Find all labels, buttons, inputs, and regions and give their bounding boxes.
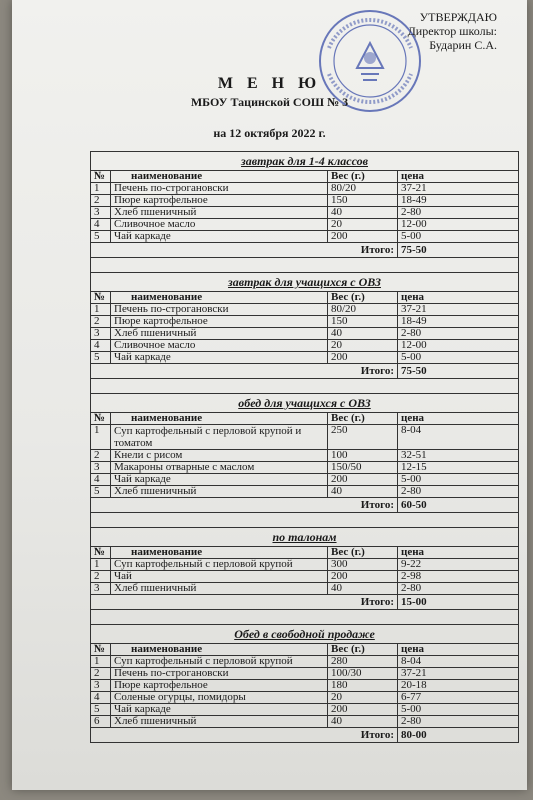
row-number: 4 <box>91 340 111 352</box>
table-header-row <box>91 413 519 425</box>
table-row <box>91 207 519 219</box>
total-label: Итого: <box>91 243 398 258</box>
dish-name: Сливочное масло <box>111 219 328 231</box>
dish-name: Суп картофельный с перловой крупой <box>111 559 328 571</box>
dish-weight: 40 <box>328 716 398 728</box>
table-row <box>91 668 519 680</box>
column-header: № <box>91 413 111 425</box>
section-title: завтрак для учащихся с ОВЗ <box>91 273 519 292</box>
row-number: 3 <box>91 328 111 340</box>
table-row <box>91 571 519 583</box>
section-title: Обед в свободной продаже <box>91 625 519 644</box>
table-row <box>91 340 519 352</box>
dish-price: 2-98 <box>398 571 519 583</box>
dish-name: Чай каркаде <box>111 704 328 716</box>
table-row <box>91 716 519 728</box>
row-number: 5 <box>91 704 111 716</box>
dish-weight: 100/30 <box>328 668 398 680</box>
section-title-row <box>91 152 519 171</box>
dish-weight: 150 <box>328 195 398 207</box>
dish-name: Хлеб пшеничный <box>111 486 328 498</box>
dish-name: Макароны отварные с маслом <box>111 462 328 474</box>
row-number: 1 <box>91 183 111 195</box>
approval-block <box>408 10 497 52</box>
dish-weight: 20 <box>328 692 398 704</box>
row-number: 5 <box>91 231 111 243</box>
row-number: 1 <box>91 559 111 571</box>
menu-table <box>90 151 519 743</box>
total-row <box>91 498 519 513</box>
row-number: 4 <box>91 692 111 704</box>
table-header-row <box>91 547 519 559</box>
dish-weight: 200 <box>328 474 398 486</box>
table-row <box>91 183 519 195</box>
dish-name: Пюре картофельное <box>111 195 328 207</box>
dish-name: Пюре картофельное <box>111 680 328 692</box>
dish-weight: 150/50 <box>328 462 398 474</box>
dish-name: Суп картофельный с перловой крупой и томатом <box>111 425 328 450</box>
row-number: 2 <box>91 668 111 680</box>
table-row <box>91 692 519 704</box>
total-value: 75-50 <box>398 364 519 379</box>
dish-price: 5-00 <box>398 352 519 364</box>
row-number: 2 <box>91 316 111 328</box>
dish-weight: 20 <box>328 340 398 352</box>
table-row <box>91 304 519 316</box>
column-header: № <box>91 644 111 656</box>
row-number: 1 <box>91 425 111 450</box>
dish-price: 5-00 <box>398 231 519 243</box>
dish-price: 5-00 <box>398 474 519 486</box>
column-header: цена <box>398 547 519 559</box>
column-header: цена <box>398 292 519 304</box>
total-value: 75-50 <box>398 243 519 258</box>
row-number: 5 <box>91 486 111 498</box>
total-label: Итого: <box>91 364 398 379</box>
total-value: 80-00 <box>398 728 519 743</box>
column-header: № <box>91 547 111 559</box>
total-row <box>91 243 519 258</box>
dish-price: 12-00 <box>398 340 519 352</box>
section-spacer <box>91 610 519 625</box>
total-value: 60-50 <box>398 498 519 513</box>
dish-name: Пюре картофельное <box>111 316 328 328</box>
total-label: Итого: <box>91 595 398 610</box>
row-number: 2 <box>91 450 111 462</box>
section-title-row <box>91 528 519 547</box>
dish-name: Сливочное масло <box>111 340 328 352</box>
dish-price: 2-80 <box>398 207 519 219</box>
dish-price: 2-80 <box>398 328 519 340</box>
total-row <box>91 364 519 379</box>
dish-price: 37-21 <box>398 668 519 680</box>
dish-price: 37-21 <box>398 304 519 316</box>
section-title-row <box>91 625 519 644</box>
dish-price: 20-18 <box>398 680 519 692</box>
spacer-cell <box>91 513 519 528</box>
dish-weight: 200 <box>328 352 398 364</box>
dish-name: Печень по-строгановски <box>111 183 328 195</box>
section-title-row <box>91 394 519 413</box>
dish-weight: 40 <box>328 486 398 498</box>
dish-name: Хлеб пшеничный <box>111 716 328 728</box>
table-row <box>91 462 519 474</box>
row-number: 2 <box>91 571 111 583</box>
total-value: 15-00 <box>398 595 519 610</box>
dish-price: 8-04 <box>398 656 519 668</box>
dish-name: Печень по-строгановски <box>111 668 328 680</box>
spacer-cell <box>91 610 519 625</box>
column-header: Вес (г.) <box>328 413 398 425</box>
page-title: М Е Н Ю <box>217 75 322 92</box>
table-row <box>91 474 519 486</box>
section-spacer <box>91 379 519 394</box>
approval-line-3: Бударин С.А. <box>429 38 497 52</box>
column-header: цена <box>398 171 519 183</box>
table-row <box>91 219 519 231</box>
column-header: цена <box>398 413 519 425</box>
row-number: 3 <box>91 462 111 474</box>
dish-name: Чай каркаде <box>111 474 328 486</box>
column-header: наименование <box>111 292 328 304</box>
column-header: Вес (г.) <box>328 171 398 183</box>
dish-name: Хлеб пшеничный <box>111 207 328 219</box>
row-number: 1 <box>91 304 111 316</box>
menu-sheet <box>12 0 527 790</box>
table-row <box>91 450 519 462</box>
dish-weight: 180 <box>328 680 398 692</box>
dish-price: 2-80 <box>398 583 519 595</box>
dish-price: 2-80 <box>398 486 519 498</box>
dish-name: Чай каркаде <box>111 231 328 243</box>
table-row <box>91 656 519 668</box>
approval-line-1: УТВЕРЖДАЮ <box>419 10 497 24</box>
column-header: цена <box>398 644 519 656</box>
table-row <box>91 425 519 450</box>
row-number: 1 <box>91 656 111 668</box>
dish-price: 37-21 <box>398 183 519 195</box>
approval-line-2: Директор школы: <box>407 24 497 38</box>
dish-price: 8-04 <box>398 425 519 450</box>
dish-name: Чай <box>111 571 328 583</box>
section-title-row <box>91 273 519 292</box>
table-row <box>91 195 519 207</box>
row-number: 2 <box>91 195 111 207</box>
dish-name: Хлеб пшеничный <box>111 583 328 595</box>
school-name: МБОУ Тацинской СОШ № 3 <box>190 95 349 109</box>
dish-weight: 200 <box>328 231 398 243</box>
dish-weight: 20 <box>328 219 398 231</box>
column-header: наименование <box>111 644 328 656</box>
dish-price: 5-00 <box>398 704 519 716</box>
section-title: по талонам <box>91 528 519 547</box>
section-title: обед для учащихся с ОВЗ <box>91 394 519 413</box>
spacer-cell <box>91 258 519 273</box>
column-header: № <box>91 171 111 183</box>
table-header-row <box>91 292 519 304</box>
section-title: завтрак для 1-4 классов <box>91 152 519 171</box>
column-header: Вес (г.) <box>328 644 398 656</box>
dish-name: Кнели с рисом <box>111 450 328 462</box>
section-spacer <box>91 258 519 273</box>
row-number: 5 <box>91 352 111 364</box>
row-number: 4 <box>91 474 111 486</box>
row-number: 6 <box>91 716 111 728</box>
table-row <box>91 328 519 340</box>
column-header: № <box>91 292 111 304</box>
dish-weight: 300 <box>328 559 398 571</box>
table-row <box>91 486 519 498</box>
total-label: Итого: <box>91 498 398 513</box>
table-row <box>91 680 519 692</box>
table-row <box>91 704 519 716</box>
table-header-row <box>91 171 519 183</box>
dish-weight: 250 <box>328 425 398 450</box>
column-header: Вес (г.) <box>328 292 398 304</box>
dish-weight: 100 <box>328 450 398 462</box>
dish-price: 6-77 <box>398 692 519 704</box>
column-header: наименование <box>111 171 328 183</box>
dish-weight: 200 <box>328 704 398 716</box>
row-number: 4 <box>91 219 111 231</box>
dish-price: 12-15 <box>398 462 519 474</box>
dish-weight: 280 <box>328 656 398 668</box>
column-header: наименование <box>111 547 328 559</box>
dish-weight: 80/20 <box>328 183 398 195</box>
table-row <box>91 316 519 328</box>
dish-price: 18-49 <box>398 195 519 207</box>
dish-weight: 200 <box>328 571 398 583</box>
dish-name: Чай каркаде <box>111 352 328 364</box>
column-header: Вес (г.) <box>328 547 398 559</box>
dish-weight: 40 <box>328 328 398 340</box>
dish-name: Хлеб пшеничный <box>111 328 328 340</box>
dish-price: 32-51 <box>398 450 519 462</box>
section-spacer <box>91 513 519 528</box>
dish-price: 2-80 <box>398 716 519 728</box>
dish-price: 12-00 <box>398 219 519 231</box>
dish-name: Печень по-строгановски <box>111 304 328 316</box>
column-header: наименование <box>111 413 328 425</box>
dish-weight: 40 <box>328 583 398 595</box>
table-row <box>91 352 519 364</box>
row-number: 3 <box>91 583 111 595</box>
row-number: 3 <box>91 207 111 219</box>
spacer-cell <box>91 379 519 394</box>
total-row <box>91 595 519 610</box>
table-row <box>91 559 519 571</box>
dish-weight: 150 <box>328 316 398 328</box>
dish-weight: 80/20 <box>328 304 398 316</box>
menu-date: на 12 октября 2022 г. <box>213 126 326 140</box>
dish-price: 18-49 <box>398 316 519 328</box>
table-header-row <box>91 644 519 656</box>
table-row <box>91 583 519 595</box>
row-number: 3 <box>91 680 111 692</box>
total-row <box>91 728 519 743</box>
dish-name: Соленые огурцы, помидоры <box>111 692 328 704</box>
dish-name: Суп картофельный с перловой крупой <box>111 656 328 668</box>
dish-weight: 40 <box>328 207 398 219</box>
total-label: Итого: <box>91 728 398 743</box>
dish-price: 9-22 <box>398 559 519 571</box>
table-row <box>91 231 519 243</box>
